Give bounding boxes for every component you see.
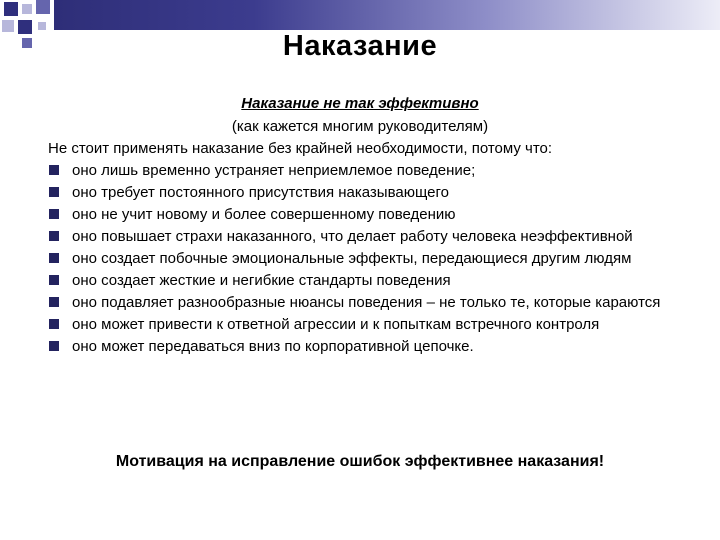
list-item: [48, 338, 698, 355]
list-item: [48, 250, 698, 267]
decor-square: [38, 22, 46, 30]
reasons-list: [48, 162, 698, 360]
list-item: [48, 162, 698, 179]
list-item-text: оно лишь временно устраняет неприемлемое поведение;: [72, 162, 476, 179]
header-gradient-band: [54, 0, 720, 30]
list-item-text: оно повышает страхи наказанного, что делает работу человека неэффективной: [72, 228, 633, 245]
list-item-text: оно создает побочные эмоциональные эффекты, передающиеся другим людям: [72, 250, 632, 267]
square-bullet-icon: [49, 187, 59, 197]
slide-title: Наказание: [282, 30, 438, 62]
intro-text: Не стоит применять наказание без крайней необходимости, потому что:: [48, 140, 553, 157]
square-bullet-icon: [49, 275, 59, 285]
square-bullet-icon: [49, 165, 59, 175]
square-bullet-icon: [49, 297, 59, 307]
decor-square: [4, 2, 18, 16]
slide-subtitle: Наказание не так эффективно: [241, 95, 479, 112]
square-bullet-icon: [49, 319, 59, 329]
square-bullet-icon: [49, 341, 59, 351]
decor-square: [22, 4, 32, 14]
list-item-text: оно создает жесткие и негибкие стандарты поведения: [72, 272, 451, 289]
list-item-text: оно требует постоянного присутствия наказывающего: [72, 184, 449, 201]
list-item-text: оно подавляет разнообразные нюансы поведения – не только те, которые караются: [72, 294, 661, 311]
list-item: [48, 206, 698, 223]
list-item: [48, 272, 698, 289]
decor-square: [36, 0, 50, 14]
list-item: [48, 294, 698, 311]
conclusion-text: Мотивация на исправление ошибок эффективнее наказания!: [115, 453, 605, 470]
square-bullet-icon: [49, 209, 59, 219]
list-item-text: оно может передаваться вниз по корпоративной цепочке.: [72, 338, 474, 355]
list-item: [48, 184, 698, 201]
list-item-text: оно может привести к ответной агрессии и к попыткам встречного контроля: [72, 316, 600, 333]
slide-subtitle-note: (как кажется многим руководителям): [231, 118, 489, 135]
list-item: [48, 228, 698, 245]
square-bullet-icon: [49, 253, 59, 263]
list-item-text: оно не учит новому и более совершенному поведению: [72, 206, 456, 223]
square-bullet-icon: [49, 231, 59, 241]
list-item: [48, 316, 698, 333]
